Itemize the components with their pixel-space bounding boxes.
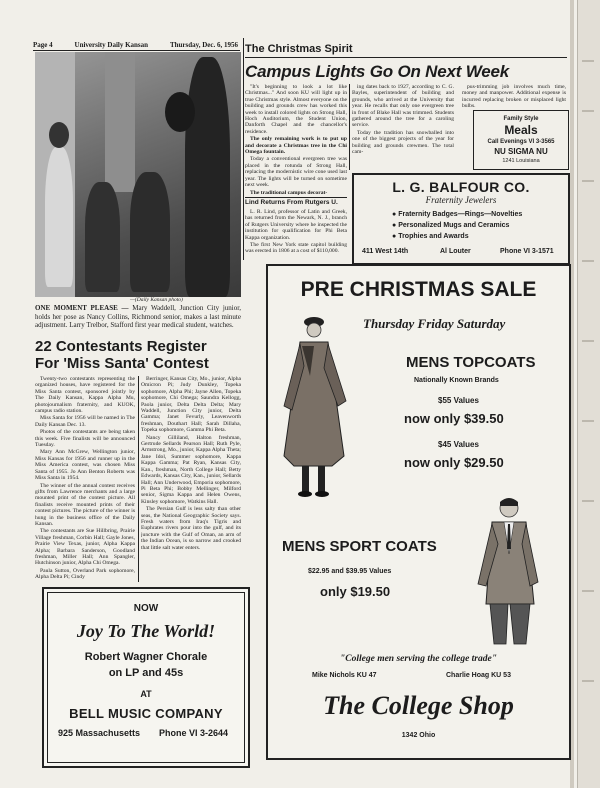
- contest-column-1: [35, 376, 135, 582]
- contest-headline-line1: 22 Contestants Register: [35, 338, 207, 355]
- bell-music-ad: [42, 587, 250, 768]
- balfour-tagline: Fraternity Jewelers: [425, 195, 497, 205]
- balfour-ad: [352, 173, 570, 265]
- lind-story: [245, 209, 347, 261]
- page-number: Page 4: [33, 41, 53, 49]
- balfour-phone: Phone VI 3-1571: [500, 248, 554, 255]
- meals-name: NU SIGMA NU: [494, 147, 548, 156]
- christmas-kicker: The Christmas Spirit: [245, 43, 353, 55]
- paragraph: "It's beginning to look a lot like Christmas..." And soon KU will light up in true Christmas style. Almost everyone on the building and grounds crew has worked this week to install colored lights on Strong Hall, Hoch Auditorium, the Student Union, Danforth Chapel and the chancellor's residence.: [245, 84, 347, 135]
- christmas-headline: Campus Lights Go On Next Week: [245, 62, 510, 81]
- christmas-column-2: [352, 84, 454, 170]
- paragraph: Nancy Gilliland, Halton freshman, Gertrude Sellards Pearson Hall; Ruth Pyle, Armstrong, Mo., junior, Kappa Alpha Theta; Jane Idol, Summer sophomore, Kappa Kappa Gamma; Pat Ryan, Kansas City, Kan., freshman, North College Hall; Betty Edwards, Kansas City, Kan., junior, Sellards Hall; Ann Underwood, Emporia sophomore, Pi Beta Phi; Bobby Mellinger, Milford senior, Sigma Kappa and Helen Owens, Kinsley sophomore, Watkins Hall.: [141, 434, 241, 505]
- caption-lead: ONE MOMENT PLEASE —: [35, 304, 129, 312]
- christmas-column-3: [462, 84, 566, 108]
- photo-credit: —(Daily Kansan photo): [130, 297, 183, 303]
- column-rule: [243, 38, 244, 260]
- topcoats-heading: MENS TOPCOATS: [406, 354, 536, 371]
- meals-label: Family Style: [503, 116, 539, 122]
- rep-2: Charlie Hoag KU 53: [446, 672, 511, 679]
- adjacent-page-edge: [577, 0, 600, 788]
- folio-rule: [33, 50, 240, 51]
- ad-address: 925 Massachusetts: [58, 728, 141, 738]
- contest-photo: [35, 52, 241, 297]
- sportcoat-man-illustration: [464, 494, 559, 654]
- balfour-item: ● Personalized Mugs and Ceramics: [392, 222, 510, 229]
- paragraph: The only remaining work is to put up and decorate a Christmas tree in the Chi Omega fountain.: [245, 136, 347, 156]
- column-rule: [349, 84, 350, 170]
- paragraph: The traditional campus decorat-: [250, 189, 328, 196]
- topcoat-value-1: $55 Values: [438, 396, 479, 405]
- rep-1: Mike Nichols KU 47: [312, 672, 377, 679]
- contest-headline-line2: For 'Miss Santa' Contest: [35, 355, 209, 372]
- contest-headline: [35, 338, 241, 372]
- story-rule: [245, 197, 347, 198]
- paragraph: The contestants are Sue Hillbring, Prairie Village freshman, Corbin Hall; Gayle Jones, Prairie View Texas, junior, Alpha Kappa Alpha; Barbara Sanderson, Goodland freshman, Miller Hall; Ann Spangler, Hutchinson junior, Alpha Chi Omega.: [35, 528, 135, 567]
- paragraph: The first New York state capitol building was erected in 1806 at a cost of $110,000.: [245, 242, 347, 255]
- topcoats-brands: Nationally Known Brands: [414, 377, 499, 384]
- meals-call: Call Evenings VI 3-3565: [487, 139, 555, 145]
- folio-line: [33, 41, 238, 49]
- paragraph: Twenty-two contestants representing the organized houses, have registered for the Miss Santa contest, sponsored jointly by The Daily Kansan, Kappa Alpha Mu, photojournalism fraternity, and KUOK, campus radio station.: [35, 376, 135, 415]
- paper-name: University Daily Kansan: [74, 41, 149, 49]
- topcoat-price-2: now only $29.50: [404, 455, 504, 470]
- paragraph: L. R. Lind, professor of Latin and Greek, has returned from the Newark, N. J., branch of Rutgers University where he inspected the institution for qualification for Phi Beta Kappa organization.: [245, 209, 347, 241]
- sale-ad: [266, 264, 571, 760]
- shop-slogan: "College men serving the college trade": [340, 654, 497, 664]
- ad-at: AT: [140, 689, 152, 699]
- balfour-item: ● Trophies and Awards: [392, 233, 469, 240]
- sportcoat-price: only $19.50: [320, 584, 391, 599]
- contest-column-2: [141, 376, 241, 582]
- paragraph: Mary Ann McGrew, Wellington junior, Miss Kansas for 1956 and runner up in the Miss America contest, was chosen Miss Santa of 1955. Jo Ann Benton Roberts was Miss Santa in 1954.: [35, 449, 135, 482]
- paragraph: Today the tradition has snowballed into one of the biggest projects of the year for building and grounds crewmen. The total cam-: [352, 129, 454, 156]
- paragraph: The winner of the annual contest receives gifts from Lawrence merchants and a large mounted print of the contest picture. All finalists receive mounted prints of their contest pictures. The picture of the winner is hung in the business office of the Daily Kansan.: [35, 482, 135, 527]
- balfour-list: [392, 209, 568, 242]
- sale-days: Thursday Friday Saturday: [363, 316, 506, 331]
- topcoat-value-2: $45 Values: [438, 440, 479, 449]
- meals-ad: [473, 110, 569, 170]
- ad-slogan: Joy To The World!: [76, 621, 216, 641]
- column-rule: [138, 376, 139, 582]
- paragraph: Photos of the contestants are being taken this week. Five finalists will be announced Tuesday.: [35, 429, 135, 449]
- photo-caption: [35, 304, 241, 330]
- lind-headline: Lind Returns From Rutgers U.: [245, 199, 338, 206]
- ad-line1: Robert Wagner Chorale: [84, 651, 208, 663]
- ad-line2: on LP and 45s: [108, 667, 184, 679]
- paragraph: Paula Sutton, Overland Park sophomore, Alpha Delta Pi; Cindy: [35, 567, 135, 581]
- kicker-rule: [245, 57, 567, 58]
- paragraph: Berringer, Kansas City, Mo., junior, Alpha Omicron Pi; Judy Dunkley, Topeka sophomore, Alpha Phi; Jayne Allen, Topeka sophomore, Chi Omega; Saundra Kellogg, Paola junior, Delta Delta Delta; Mary Waddell, Junction City junior, Delta Gamma; Janet Fevurly, Leavenworth freshman, Douthart Hall; Sarah Dillaha, Topeka sophomore, Gamma Phi Beta.: [141, 376, 241, 434]
- caption-text: Mary Waddell, Junction City junior, holds her pose as Nancy Collins, Richmond senior, makes a last minute adjustment. Larry Trelbor, Stafford first year medical student, watches.: [35, 304, 242, 329]
- sale-headline: PRE CHRISTMAS SALE: [300, 278, 537, 301]
- christmas-column-1: [245, 84, 347, 196]
- shop-address: 1342 Ohio: [401, 732, 436, 739]
- balfour-item: ● Fraternity Badges—Rings—Novelties: [392, 211, 523, 218]
- paragraph: The Persian Gulf is less salty than other seas, the National Geographic Society says. Fresh waters from Iraq's Tigris and Euphrates rivers pour into the gulf, and its juncture with the Gulf of Oman, an arm of the Indian Ocean, is so narrow and crooked that little salt water enters.: [141, 506, 241, 551]
- meals-title: Meals: [504, 123, 538, 137]
- topcoat-man-illustration: [272, 306, 367, 506]
- issue-date: Thursday, Dec. 6, 1956: [169, 41, 238, 49]
- ad-phone: Phone VI 3-2644: [159, 728, 229, 738]
- sportcoats-heading: MENS SPORT COATS: [282, 538, 437, 555]
- ad-now: NOW: [133, 603, 159, 614]
- paragraph: pus-trimming job involves much time, money and manpower. Additional expense is incurred replacing broken or misplaced light bulbs.: [462, 84, 566, 108]
- balfour-contact: Al Louter: [440, 248, 471, 255]
- balfour-name: L. G. BALFOUR CO.: [392, 179, 530, 195]
- paragraph: ing dates back to 1927, according to C. G. Bayles, superintendent of building and grounds, who arrived at the University that year. He recalls that only one evergreen tree in front of Blake Hall was trimmed. Students gathered around the tree for a caroling service.: [352, 84, 454, 129]
- ad-company: BELL MUSIC COMPANY: [69, 706, 223, 721]
- shop-name: The College Shop: [323, 691, 514, 720]
- paragraph: Miss Santa for 1956 will be named in The Daily Kansan Dec. 13.: [35, 415, 135, 428]
- meals-address: 1241 Louisiana: [502, 158, 540, 164]
- topcoat-price-1: now only $39.50: [404, 411, 504, 426]
- balfour-address: 411 West 14th: [362, 248, 409, 255]
- paragraph: Today a conventional evergreen tree was placed in the rotunda of Strong Hall, replacing the modernistic wire cone used last year. The lights will be turned on sometime next week.: [245, 156, 347, 189]
- sportcoat-value: $22.95 and $39.95 Values: [308, 568, 392, 575]
